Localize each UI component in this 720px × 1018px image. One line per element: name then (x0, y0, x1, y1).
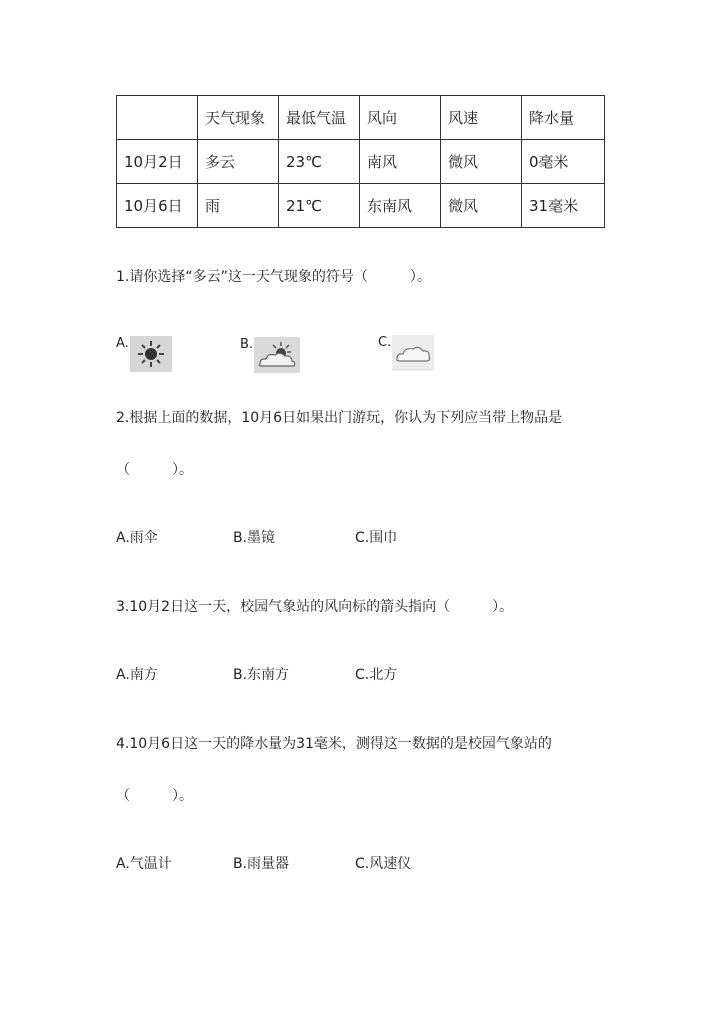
table-cell: 南风 (360, 140, 441, 184)
table-cell: 23℃ (279, 140, 360, 184)
option-4b[interactable]: B.雨量器 (233, 856, 290, 872)
option-label: C. (378, 335, 392, 350)
option-2c[interactable]: C.围巾 (355, 530, 398, 546)
question-3-text: 3.10月2日这一天，校园气象站的风向标的箭头指向（ ）。 (116, 599, 514, 615)
sunny-icon (130, 336, 172, 372)
question-4-text: 4.10月6日这一天的降水量为31毫米，测得这一数据的是校园气象站的 (116, 736, 552, 752)
option-4c[interactable]: C.风速仪 (355, 856, 412, 872)
table-row (117, 184, 605, 228)
option-3a[interactable]: A.南方 (116, 667, 158, 683)
table-cell: 31毫米 (522, 184, 605, 228)
option-2a[interactable]: A.雨伞 (116, 530, 158, 546)
question-2-blank: （ ）。 (116, 462, 193, 478)
table-cell: 10月2日 (117, 140, 198, 184)
table-cell: 雨 (198, 184, 279, 228)
table-header-cell: 天气现象 (198, 96, 279, 140)
partly-cloudy-icon (254, 337, 300, 373)
option-4a[interactable]: A.气温计 (116, 856, 172, 872)
cloudy-icon (392, 335, 434, 371)
option-2b[interactable]: B.墨镜 (233, 530, 276, 546)
table-cell: 微风 (441, 140, 522, 184)
option-1b[interactable] (240, 337, 300, 373)
table-cell: 微风 (441, 184, 522, 228)
table-row (117, 140, 605, 184)
table-cell: 多云 (198, 140, 279, 184)
option-3c[interactable]: C.北方 (355, 667, 398, 683)
table-header-cell: 风向 (360, 96, 441, 140)
table-header-row (117, 96, 605, 140)
option-label: A. (116, 336, 129, 351)
weather-table (116, 95, 605, 228)
option-1c[interactable] (378, 335, 434, 371)
option-3b[interactable]: B.东南方 (233, 667, 290, 683)
table-cell: 10月6日 (117, 184, 198, 228)
table-header-cell: 降水量 (522, 96, 605, 140)
table-cell: 0毫米 (522, 140, 605, 184)
question-4-blank: （ ）。 (116, 788, 193, 804)
table-header-cell: 最低气温 (279, 96, 360, 140)
table-cell: 21℃ (279, 184, 360, 228)
option-1a[interactable] (116, 336, 172, 372)
table-header-cell: 风速 (441, 96, 522, 140)
option-label: B. (240, 337, 254, 352)
question-1-text: 1.请你选择“多云”这一天气现象的符号（ ）。 (116, 269, 431, 285)
table-header-cell (117, 96, 198, 140)
table-cell: 东南风 (360, 184, 441, 228)
question-2-text: 2.根据上面的数据，10月6日如果出门游玩，你认为下列应当带上物品是 (116, 410, 563, 426)
